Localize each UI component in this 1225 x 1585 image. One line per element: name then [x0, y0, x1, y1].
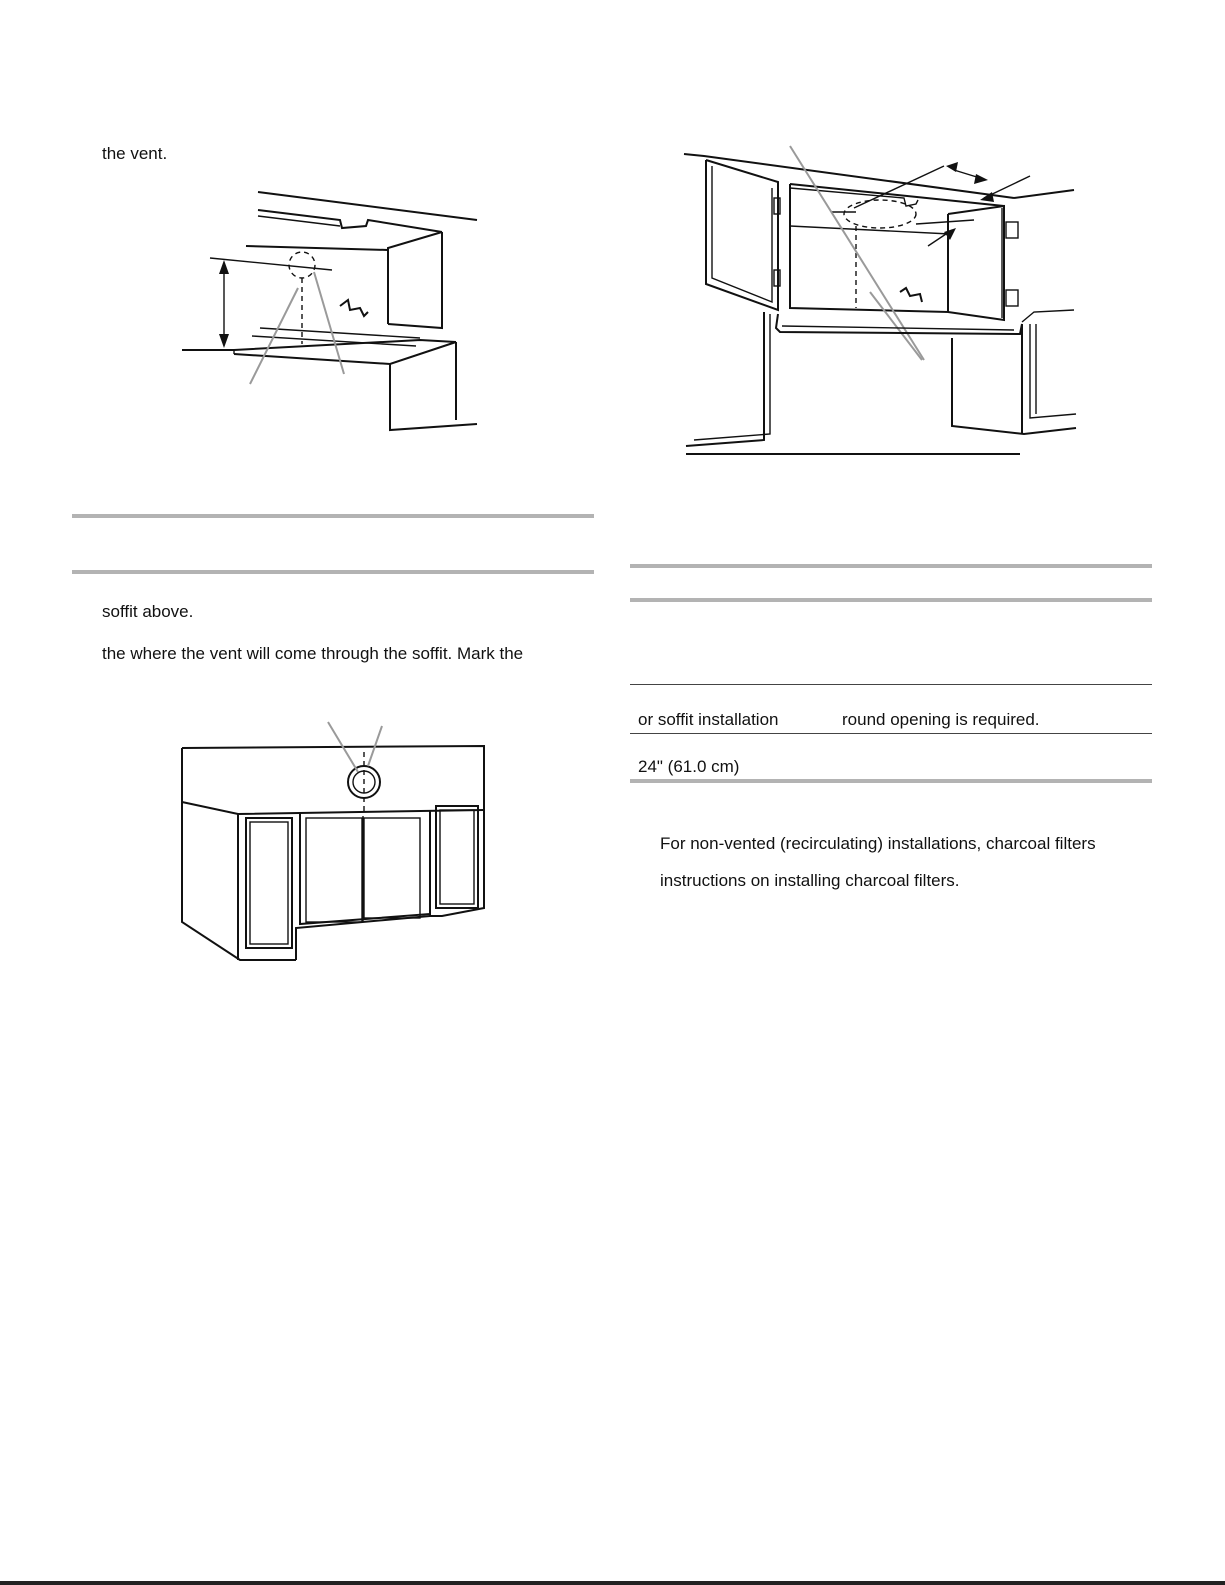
fig2-soffit-opening-diagram — [178, 722, 498, 972]
soffit-instruction-line-1: soffit above. — [102, 602, 194, 621]
table-row-divider-1 — [630, 684, 1152, 685]
charcoal-note-line-2: instructions on installing charcoal filters. — [660, 871, 960, 890]
section-divider-bottom — [72, 570, 594, 574]
charcoal-note-line-1: For non-vented (recirculating) installations, charcoal filters — [660, 834, 1096, 853]
table-bottom-rule — [630, 779, 1152, 783]
table-row1-col1: or soffit installation — [638, 710, 779, 729]
table-row-divider-2 — [630, 733, 1152, 734]
soffit-instruction-line-2: the where the vent will come through the soffit. Mark the — [102, 644, 524, 663]
fig1-caption-text: the vent. — [102, 144, 168, 163]
table-row2-col1: 24" (61.0 cm) — [638, 757, 740, 776]
fig1-vent-location-diagram — [180, 188, 490, 438]
table-header-rule — [630, 598, 1152, 602]
table-row1-col2: round opening is required. — [842, 710, 1040, 729]
page-bottom-rule — [0, 1581, 1225, 1585]
section-divider-top — [72, 514, 594, 518]
table-top-rule — [630, 564, 1152, 568]
fig3-cabinet-vent-dimensions-diagram — [684, 142, 1094, 472]
